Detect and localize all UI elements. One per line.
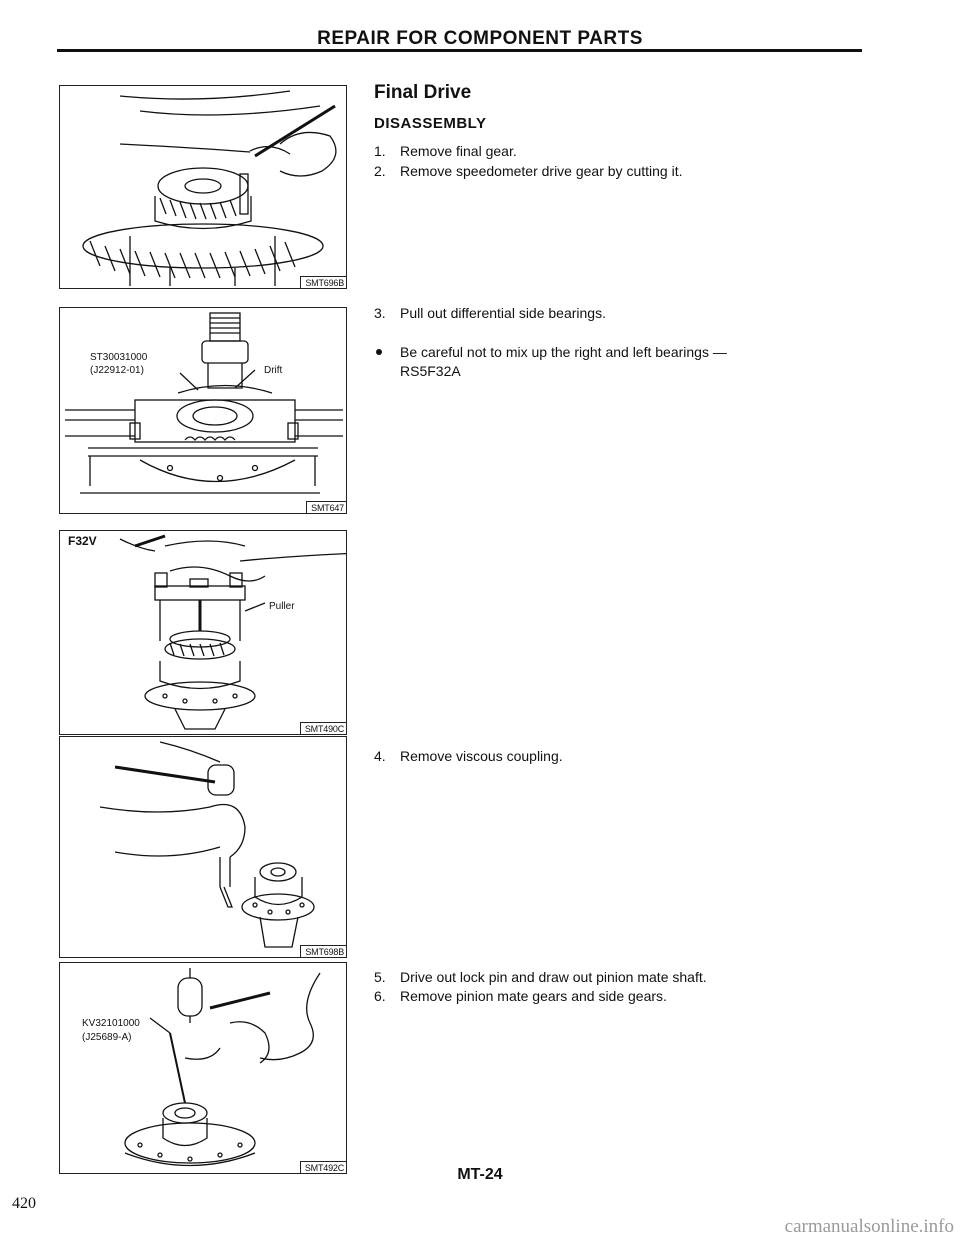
drift-label: Drift (264, 365, 283, 376)
bearing-press-illustration (60, 308, 346, 513)
step-item (374, 968, 707, 986)
step-number: 1. (374, 143, 386, 159)
figure-code: SMT492C (300, 1161, 346, 1173)
figure-remove-final-gear (59, 85, 347, 289)
figure-puller (59, 530, 347, 735)
step-item (374, 987, 667, 1005)
caution-bullet (374, 343, 864, 381)
figure-pinion-mate-shaft (59, 962, 347, 1174)
puller-label: Puller (269, 601, 295, 612)
bullet-dot (376, 349, 382, 355)
step-number: 3. (374, 305, 386, 321)
step-text: Remove final gear. (400, 143, 517, 159)
figure-code: SMT647 (306, 501, 346, 513)
page-header-title: REPAIR FOR COMPONENT PARTS (317, 28, 643, 49)
tool-alt-number-label: (J22912-01) (90, 365, 144, 376)
subsection-title: DISASSEMBLY (374, 115, 487, 132)
figure-side-bearing-press (59, 307, 347, 514)
step-text: Remove pinion mate gears and side gears. (400, 988, 667, 1004)
step-item (374, 304, 606, 322)
step-number: 4. (374, 748, 386, 764)
viscous-coupling-illustration (60, 737, 346, 957)
tool-number-label: KV32101000 (82, 1018, 140, 1029)
tool-number-label: ST30031000 (90, 352, 148, 363)
caution-text: Be careful not to mix up the right and left bearings — (400, 344, 727, 360)
header-rule (57, 49, 862, 52)
watermark-text: carmanualsonline.info (784, 1216, 954, 1237)
section-title: Final Drive (374, 82, 472, 103)
step-text: Drive out lock pin and draw out pinion mate shaft. (400, 969, 707, 985)
figure-code: SMT490C (300, 722, 346, 734)
step-item (374, 142, 517, 160)
figure-code: SMT696B (300, 276, 346, 288)
model-label: F32V (68, 534, 97, 548)
step-number: 5. (374, 969, 386, 985)
tool-alt-number-label: (J25689-A) (82, 1032, 132, 1043)
final-gear-illustration (60, 86, 346, 288)
caution-model-note: RS5F32A (400, 363, 461, 379)
step-number: 6. (374, 988, 386, 1004)
step-item (374, 162, 682, 180)
puller-illustration (60, 531, 346, 734)
step-text: Remove viscous coupling. (400, 748, 563, 764)
pinion-shaft-illustration (60, 963, 346, 1173)
sheet-number: 420 (12, 1195, 36, 1212)
figure-code: SMT698B (300, 945, 346, 957)
page-number: MT-24 (457, 1166, 503, 1183)
step-text: Remove speedometer drive gear by cutting it. (400, 163, 683, 179)
step-item (374, 747, 563, 765)
figure-viscous-coupling (59, 736, 347, 958)
step-text: Pull out differential side bearings. (400, 305, 606, 321)
step-number: 2. (374, 163, 386, 179)
